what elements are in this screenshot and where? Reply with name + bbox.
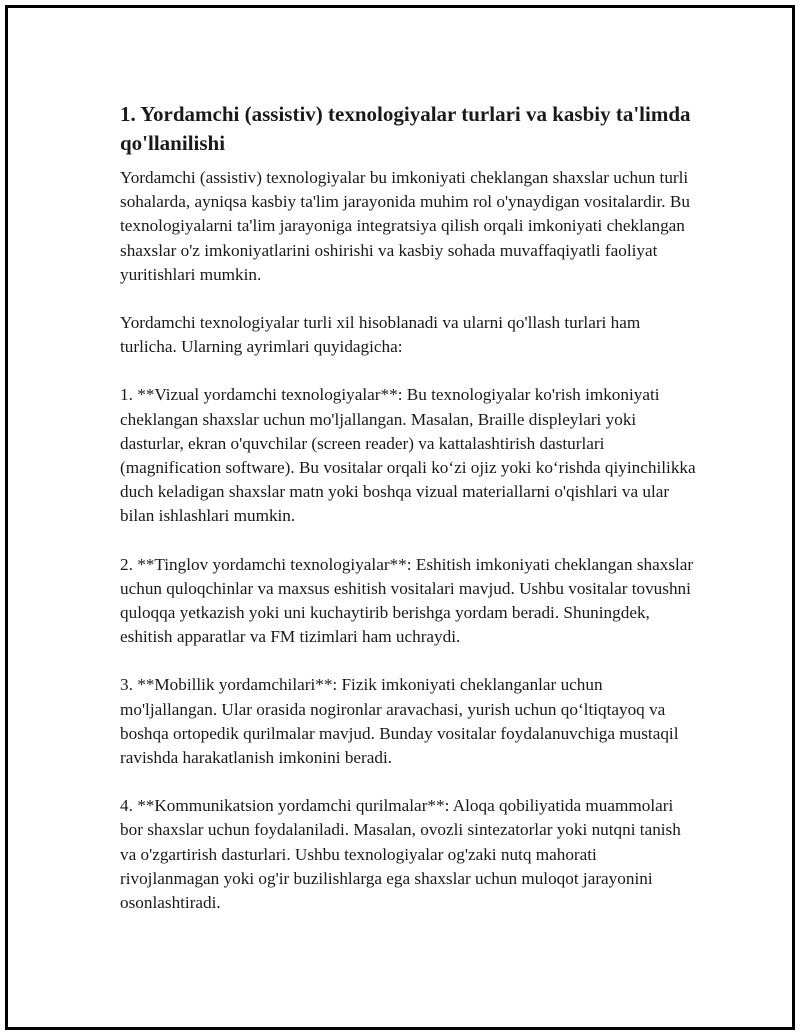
page-frame (5, 5, 795, 1030)
list-item-mobility: 3. **Mobillik yordamchilari**: Fizik imkoniyati cheklanganlar uchun mo'ljallangan. Ular orasida nogironlar aravachasi, yurish uchun qo‘ltiqtayoq va boshqa ortopedik qurilmalar mavjud. Bunday vositalar foydalanuvchiga mustaqil ravishda harakatlanish imkonini beradi. (120, 675, 679, 768)
document-title: 1. Yordamchi (assistiv) texnologiyalar turlari va kasbiy ta'limda qo'llanilishi (120, 102, 691, 155)
types-intro-paragraph: Yordamchi texnologiyalar turli xil hisoblanadi va ularni qo'llash turlari ham turlicha. Ularning ayrimlari quyidagicha: (120, 313, 641, 357)
intro-paragraph: Yordamchi (assistiv) texnologiyalar bu imkoniyati cheklangan shaxslar uchun turli sohalarda, ayniqsa kasbiy ta'lim jarayonida muhim rol o'ynaydigan vositalardir. Bu texnologiyalarni ta'lim jarayoniga integratsiya qilish orqali imkoniyati cheklangan shaxslar o'z imkoniyatlarini oshirishi va kasbiy sohada muvaffaqiyatli faoliyat yuritishlari mumkin. (120, 168, 690, 284)
list-item-hearing: 2. **Tinglov yordamchi texnologiyalar**: Eshitish imkoniyati cheklangan shaxslar uchun quloqchinlar va maxsus eshitish vositalari mavjud. Ushbu vositalar tovushni quloqqa yetkazish yoki uni kuchaytirib berishga yordam beradi. Shuningdek, eshitish apparatlar va FM tizimlari ham uchraydi. (120, 554, 694, 647)
list-item-visual: 1. **Vizual yordamchi texnologiyalar**: Bu texnologiyalar ko'rish imkoniyati cheklangan shaxslar uchun mo'ljallangan. Masalan, Braille displeylari yoki dasturlar, ekran o'quvchilar (screen reader) va kattalashtirish dasturlari (magnification software). Bu vositalar orqali ko‘zi ojiz yoki ko‘rishda qiyinchilikka duch keladigan shaxslar matn yoki boshqa vizual materiallarni o'qishlari va ular bilan ishlashlari mumkin. (120, 385, 696, 526)
list-item-communication: 4. **Kommunikatsion yordamchi qurilmalar**: Aloqa qobiliyatida muammolari bor shaxslar uchun foydalaniladi. Masalan, ovozli sintezatorlar yoki nutqni tanish va o'zgartirish dasturlari. Ushbu texnologiyalar og'zaki nutq mahorati rivojlanmagan yoki og'ir buzilishlarga ega shaxslar uchun muloqot jarayonini osonlashtiradi. (120, 796, 681, 913)
document-body (120, 96, 700, 939)
